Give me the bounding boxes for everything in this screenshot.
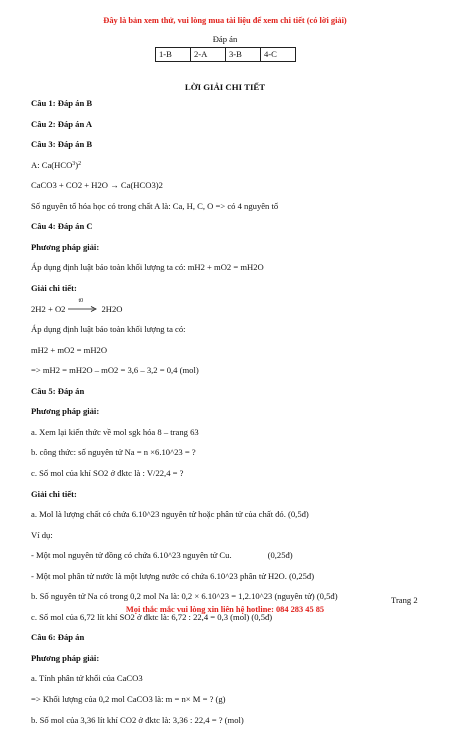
q3-equation-text: CaCO3 + CO2 + H2O → Ca(HCO3)2 xyxy=(31,180,163,191)
q4-law: mH2 + mO2 = mH2O xyxy=(31,344,108,355)
q5-method-a: a. Xem lại kiến thức về mol sgk hóa 8 – trang 63 xyxy=(31,426,199,437)
q5-detail-a: a. Mol là lượng chất có chứa 6.10^23 nguyên tử hoặc phân tử của chất đó. (0,5đ) xyxy=(31,509,309,520)
q5-detail-c: c. Số mol của 6,72 lít khí SO2 ở đktc là: 6,72 : 22,4 = 0,3 (mol) (0,5đ) xyxy=(31,611,273,622)
q4-reaction-condition: t0 xyxy=(78,297,84,304)
solution-body xyxy=(31,93,421,730)
q6-method-a: a. Tính phân tử khối của CaCO3 xyxy=(31,673,143,684)
q3-note: Số nguyên tố hóa học có trong chất A là: Ca, H, C, O => có 4 nguyên tố xyxy=(31,200,279,211)
q5-example-1 xyxy=(31,545,421,566)
q6-method-b: b. Số mol của 3,36 lít khí CO2 ở đktc là: 3,36 : 22,4 = ? (mol) xyxy=(31,714,244,725)
q4-result: => mH2 = mH2O – mO2 = 3,6 – 3,2 = 0,4 (mol) xyxy=(31,365,199,376)
question-4-heading: Câu 4: Đáp án C xyxy=(31,221,93,232)
question-6-heading: Câu 6: Đáp án xyxy=(31,632,85,643)
q5-example-label: Ví dụ: xyxy=(31,529,53,540)
q5-detail-b: b. Số nguyên tử Na có trong 0,2 mol Na là: 0,2 × 6.10^23 = 1,2.10^23 (nguyên tử) (0,5đ) xyxy=(31,591,338,602)
q4-apply: Áp dụng định luật bảo toàn khối lượng ta có: xyxy=(31,324,186,335)
answer-cell: 1-B xyxy=(156,48,191,62)
q6-method-label: Phương pháp giải: xyxy=(31,652,100,663)
answer-row xyxy=(156,48,296,62)
q5-method-b: b. công thức: số nguyên tử Na = n ×6.10^23 = ? xyxy=(31,447,196,458)
q5-example-1-text: - Một mol nguyên tử đồng có chứa 6.10^23 nguyên tử Cu. xyxy=(31,550,232,561)
answer-cell: 3-B xyxy=(226,48,261,62)
q5-method-label: Phương pháp giải: xyxy=(31,406,100,417)
section-title: LỜI GIẢI CHI TIẾT xyxy=(184,82,266,92)
page-number: Trang 2 xyxy=(391,595,418,605)
q5-example-1-score: (0,25đ) xyxy=(267,550,293,561)
answer-title: Đáp án xyxy=(212,34,238,44)
q4-reaction-left: 2H2 + O2 xyxy=(31,303,66,314)
q5-method-c: c. Số mol của khí SO2 ở đktc là : V/22,4 = ? xyxy=(31,467,184,478)
hotline-banner: Mọi thắc mắc vui lòng xin liên hệ hotline: 084 283 45 85 xyxy=(125,605,325,614)
question-5-heading: Câu 5: Đáp án xyxy=(31,385,85,396)
q4-reaction-right: 2H2O xyxy=(101,303,123,314)
q3-a-sub: 3 xyxy=(72,161,76,168)
question-2-heading: Câu 2: Đáp án A xyxy=(31,118,93,129)
q3-a-sub2: 2 xyxy=(78,161,82,168)
q5-example-2: - Một mol phân tử nước là một lượng nước có chứa 6.10^23 phân tử H2O. (0,25đ) xyxy=(31,570,315,581)
q3-equation xyxy=(31,175,421,196)
q3-a-text: A: Ca(HCO xyxy=(31,159,73,170)
q4-reaction xyxy=(31,298,421,319)
q4-detail-label: Giải chi tiết: xyxy=(31,283,77,294)
question-3-heading: Câu 3: Đáp án B xyxy=(31,139,93,150)
q6-method-a2: => Khối lượng của 0,2 mol CaCO3 là: m = n× M = ? (g) xyxy=(31,693,226,704)
q3-a-text-end: ) xyxy=(75,159,79,170)
reaction-arrow-icon xyxy=(68,297,98,314)
q4-method: Áp dụng định luật bảo toàn khối lượng ta có: mH2 + mO2 = mH2O xyxy=(31,262,264,273)
question-1-heading: Câu 1: Đáp án B xyxy=(31,98,93,109)
answer-cell: 4-C xyxy=(261,48,296,62)
answer-table xyxy=(155,47,296,62)
preview-banner: Đây là bản xem thử, vui lòng mua tài liệu để xem chi tiết (có lời giải) xyxy=(103,16,347,25)
q5-detail-label: Giải chi tiết: xyxy=(31,488,77,499)
answer-cell: 2-A xyxy=(191,48,226,62)
q4-method-label: Phương pháp giải: xyxy=(31,241,100,252)
q3-compound-a xyxy=(31,155,421,176)
